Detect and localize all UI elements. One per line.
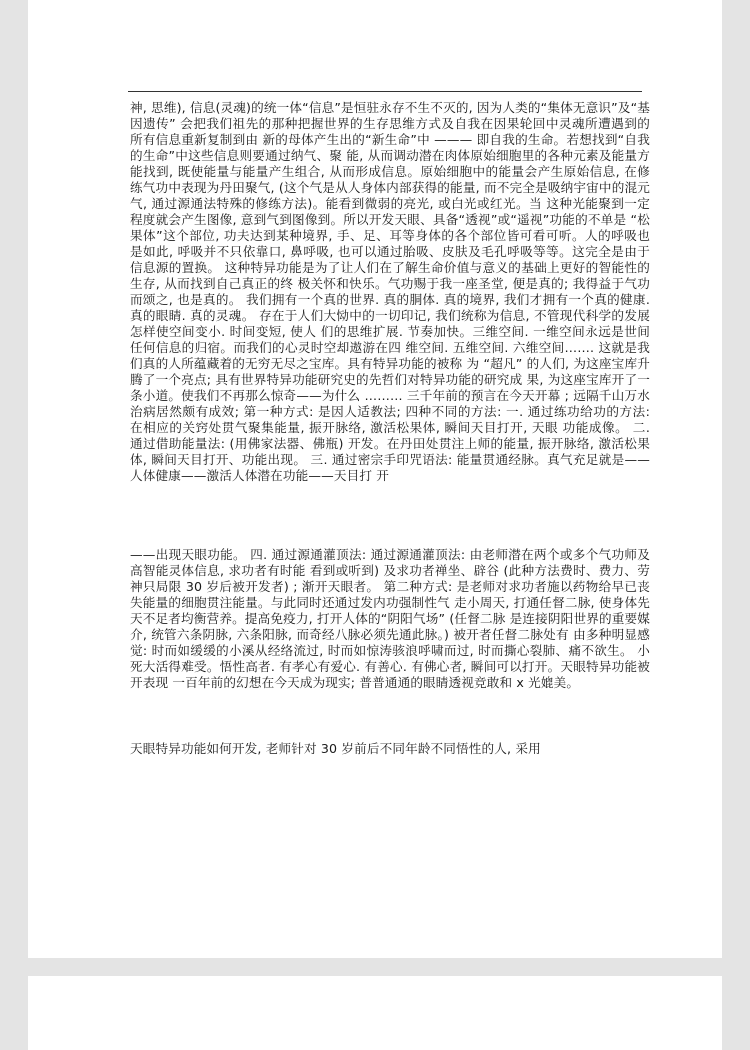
body-paragraph-3: 天眼特异功能如何开发, 老师针对 30 岁前后不同年龄不同悟性的人, 采用	[130, 741, 541, 756]
next-page	[28, 976, 722, 1050]
body-paragraph-2: ——出现天眼功能。 四. 通过源通灌顶法: 通过源通灌顶法: 由老师潜在两个或多个气功师及高智能灵体信息, 求功者有时能 看到或听到) 及求功者禅坐、辟谷 (此种方法费时、费力、劳神只局限 30 岁后被开发者) ; 渐开天眼者。 第二种方式: 是老师对求功者施以药物给早已丧失能量的细胞贯注能量。与此同时还通过发内功强制性气 走小周天, 打通任督二脉, 使身体先天不足者均衡营养。提高免疫力, 打开人体的“阴阳气场” (任督二脉 是连接阴阳世界的重要媒介, 统管六条阴脉, 六条阳脉, 而奇经八脉必须先通此脉。) 被开者任督二脉处有 由多种明显感觉: 时而如缓缓的小溪从经络流过, 时而如惊涛骇浪呼啸而过, 时而撕心裂肺、痛不欲生。 小死大活得难受。悟性高者. 有孝心有爱心. 有善心. 有佛心者, 瞬间可以打开。天眼特异功能被开表现 一百年前的幻想在今天成为现实; 普普通通的眼睛透视竞敢和 x 光媲美。	[130, 547, 650, 690]
body-paragraph-1: 神, 思维), 信息(灵魂)的统一体“信息”是恒驻永存不生不灭的, 因为人类的“集体无意识”及“基因遗传” 会把我们祖先的那种把握世界的生存思维方式及自我在因果轮回中灵魂所遭遇到的所有信息重新复制到由 新的母体产生出的“新生命”中 ——— 即自我的生命。若想找到“自我的生命”中这些信息则要通过纳气、聚 能, 从而调动潜在肉体原始细胞里的各种元素及能量方能找到, 既使能量与能量产生组合, 从而形成信息。原始细胞中的能量会产生原始信息, 在修练气功中表现为丹田聚气, (这个气是从人身体内部获得的能量, 而不完全是吸纳宇宙中的混元气, 通过源通法特殊的修练方法)。能看到微弱的亮光, 或白光或红光。当 这种光能聚到一定程度就会产生图像, 意到气到图像到。所以开发天眼、具备“透视”或“遥视”功能的不单是 “松果体”这个部位, 功夫达到某种境界, 手、足、耳等身体的各个部位皆可看可听。人的呼吸也是如此, 呼吸并不只依靠口, 鼻呼吸, 也可以通过胎吸、皮肤及毛孔呼吸等等。这完全是由于信息源的置换。 这种特异功能是为了让人们在了解生命价值与意义的基础上更好的智能性的生存, 从而找到自己真正的终 极关怀和快乐。气功赐于我一座圣堂, 便是真的; 我得益于气功而颂之, 也是真的。 我们拥有一个真的世界. 真的胴体. 真的境界, 我们才拥有一个真的健康. 真的眼睛. 真的灵魂。 存在于人们大恸中的一切印记, 我们统称为信息, 不管现代科学的发展怎样使空间变小. 时间变短, 使人 们的思维扩展. 节奏加快。三维空间. 一维空间永远是世间任何信息的归宿。而我们的心灵时空却遨游在四 维空间. 五维空间. 六维空间……. 这就是我们真的人所蕴藏着的无穷无尽之宝库。具有特异功能的被称 为 “超凡” 的人们, 为这座宝库升腾了一个亮点; 具有世界特异功能研究史的先哲们对特异功能的研究成 果, 为这座宝库开了一条小道。使我们不再那么惊奇——为什么 ……… 三千年前的预言在今天开幕 ; 远隔千山万水治病居然颇有成效; 第一种方式: 是因人适教法; 四种不同的方法: 一. 通过练功给功的方法: 在相应的关窍处贯气聚集能量, 振开脉络, 激活松果体, 瞬间天目打开, 天眼 功能成像。 二. 通过借助能量法: (用佛家法器、佛瓶) 开发。在丹田处贯注上师的能量, 振开脉络, 激活松果体, 瞬间天目打开、功能出现。 三. 通过密宗手印咒语法: 能量贯通经脉。真气充足就是——人体健康——激活人体潜在功能——天目打 开	[130, 100, 650, 483]
header-rule	[128, 91, 642, 92]
document-page	[28, 0, 722, 958]
